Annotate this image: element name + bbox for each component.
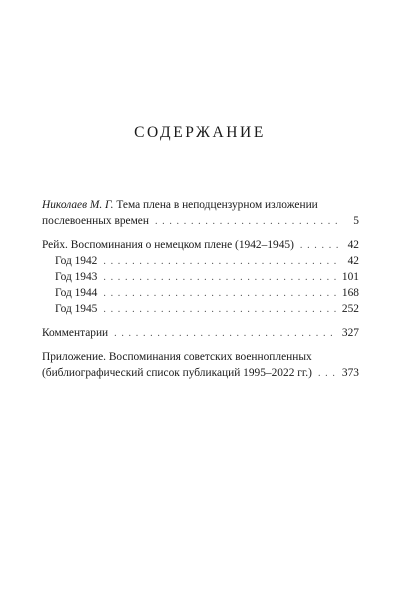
dot-leader — [300, 238, 339, 254]
toc-entry-title: Год 1944 — [55, 287, 98, 299]
table-of-contents — [42, 197, 359, 381]
toc-entry-page: 168 — [341, 287, 359, 299]
toc-entry-title-line1: Приложение. Воспоминания советских военнопленных — [42, 351, 312, 363]
toc-entry-first-line — [42, 349, 359, 365]
dot-leader — [114, 326, 336, 342]
toc-entry-title: Год 1943 — [55, 271, 98, 283]
toc-entry-title: Рейх. Воспоминания о немецком плене (1942–1945) — [42, 239, 294, 251]
dot-leader — [103, 302, 336, 318]
toc-entry-title-line2: послевоенных времен — [42, 215, 149, 227]
page-title: СОДЕРЖАНИЕ — [134, 124, 266, 141]
toc-entry-title-line1: Тема плена в неподцензурном изложении — [116, 199, 318, 211]
toc-entry-author: Николаев М. Г. — [42, 199, 114, 211]
toc-entry-page: 252 — [341, 303, 359, 315]
toc-entry-year-1944[interactable] — [42, 285, 359, 301]
toc-entry-reich[interactable] — [42, 237, 359, 253]
toc-entry-page: 5 — [353, 215, 359, 227]
toc-entry-page: 327 — [341, 327, 359, 339]
dot-leader — [103, 286, 336, 302]
toc-entry-page: 42 — [347, 239, 359, 251]
toc-entry-year-1943[interactable] — [42, 269, 359, 285]
toc-entry-page: 373 — [341, 367, 359, 379]
dot-leader — [103, 270, 336, 286]
dot-leader — [155, 214, 339, 230]
toc-entry-title-line2: (библиографический список публикаций 1995–2022 гг.) — [42, 367, 312, 379]
dot-leader — [318, 366, 336, 382]
toc-entry-title: Год 1945 — [55, 303, 98, 315]
toc-entry-last-line — [42, 365, 359, 381]
toc-entry-page: 101 — [341, 271, 359, 283]
toc-entry-appendix[interactable] — [42, 349, 359, 381]
toc-entry-commentary[interactable] — [42, 325, 359, 341]
toc-entry-nikolaev[interactable] — [42, 197, 359, 229]
toc-entry-page: 42 — [347, 255, 359, 267]
dot-leader — [103, 254, 339, 270]
toc-entry-title: Год 1942 — [55, 255, 98, 267]
toc-entry-year-1942[interactable] — [42, 253, 359, 269]
toc-entry-first-line — [42, 197, 359, 213]
toc-entry-title: Комментарии — [42, 327, 109, 339]
toc-entry-year-1945[interactable] — [42, 301, 359, 317]
toc-entry-last-line — [42, 213, 359, 229]
